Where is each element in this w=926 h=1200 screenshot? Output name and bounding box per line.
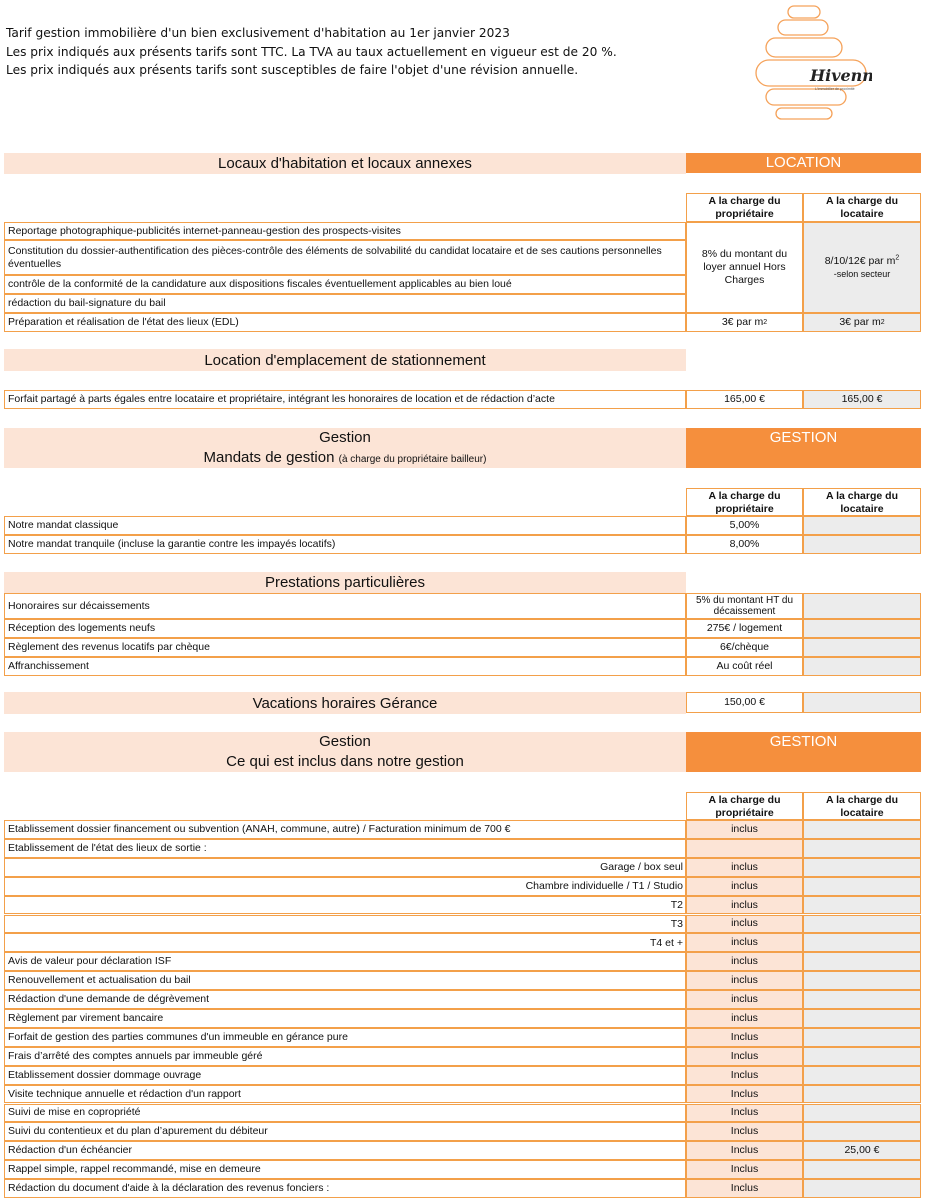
logo-tagline: L'immobilier de proximité [815, 87, 855, 91]
inclus-row-owner: Inclus [686, 1047, 803, 1066]
inclus-row-tenant [803, 1179, 921, 1198]
mandat-classique-label: Notre mandat classique [4, 516, 686, 535]
inclus-row-tenant [803, 1028, 921, 1047]
location-row-edl: Préparation et réalisation de l'état des lieux (EDL) [4, 313, 686, 332]
inclus-row-tenant [803, 1122, 921, 1141]
inclus-row-owner: inclus [686, 1009, 803, 1028]
prestation-decaissements-value: 5% du montant HT du décaissement [686, 593, 803, 619]
inclus-row-owner: Inclus [686, 1122, 803, 1141]
inclus-row-tenant [803, 1085, 921, 1104]
prestation-decaissements-label: Honoraires sur décaissements [4, 593, 686, 619]
inclus-row-tenant [803, 1066, 921, 1085]
inclus-row-label: Suivi de mise en copropriété [4, 1104, 686, 1123]
inclus-row-tenant [803, 990, 921, 1009]
inclus-owner-header: A la charge du propriétaire [686, 792, 803, 820]
location-section-title: Locaux d'habitation et locaux annexes [4, 153, 686, 174]
parking-section-title: Location d'emplacement de stationnement [4, 349, 686, 371]
inclus-row-label: Règlement par virement bancaire [4, 1009, 686, 1028]
inclus-row-tenant [803, 915, 921, 934]
inclus-row-owner [686, 839, 803, 858]
inclus-row-owner: inclus [686, 858, 803, 877]
inclus-tenant-header: A la charge du locataire [803, 792, 921, 820]
mandat-tranquile-value: 8,00% [686, 535, 803, 554]
prestation-affranchissement-tenant [803, 657, 921, 676]
parking-owner-fee: 165,00 € [686, 390, 803, 409]
inclus-row-owner: inclus [686, 896, 803, 915]
vacations-tenant [803, 692, 921, 713]
inclus-row-label: Suivi du contentieux et du plan d’apurement du débiteur [4, 1122, 686, 1141]
inclus-row-owner: Inclus [686, 1179, 803, 1198]
inclus-row-label: Rédaction d'une demande de dégrèvement [4, 990, 686, 1009]
logo-wordmark: Hivenn [810, 66, 872, 85]
prestation-reception-value: 275€ / logement [686, 619, 803, 638]
edl-tenant-fee: 3€ par m 2 [803, 313, 921, 332]
inclus-row-owner: Inclus [686, 1066, 803, 1085]
mandats-tenant-header: A la charge du locataire [803, 488, 921, 516]
inclus-row-label: Rédaction d'un échéancier [4, 1141, 686, 1160]
inclus-row-label: Etablissement dossier financement ou subvention (ANAH, commune, autre) / Facturation minimum de 700 € [4, 820, 686, 839]
header-line-1: Tarif gestion immobilière d'un bien exclusivement d'habitation au 1er janvier 2023 [6, 26, 510, 40]
mandats-owner-header: A la charge du propriétaire [686, 488, 803, 516]
inclus-row-owner: inclus [686, 933, 803, 952]
location-owner-fee: 8% du montant du loyer annuel Hors Charges [686, 222, 803, 313]
inclus-row-owner: Inclus [686, 1160, 803, 1179]
inclus-row-tenant [803, 1160, 921, 1179]
inclus-row-label: Renouvellement et actualisation du bail [4, 971, 686, 990]
prestation-decaissements-tenant [803, 593, 921, 619]
location-tenant-header: A la charge du locataire [803, 193, 921, 222]
inclus-row-label: Rédaction du document d'aide à la déclaration des revenus fonciers : [4, 1179, 686, 1198]
hivenn-logo [748, 2, 872, 124]
mandat-tranquile-tenant [803, 535, 921, 554]
vacations-title: Vacations horaires Gérance [4, 692, 686, 714]
inclus-row-label: Chambre individuelle / T1 / Studio [4, 877, 686, 896]
mandat-classique-value: 5,00% [686, 516, 803, 535]
location-tag: LOCATION [686, 153, 921, 173]
inclus-row-owner: inclus [686, 877, 803, 896]
inclus-row-owner: inclus [686, 915, 803, 934]
inclus-row-tenant [803, 971, 921, 990]
gestion-mandats-title: Gestion Mandats de gestion (à charge du propriétaire bailleur) [4, 428, 686, 468]
gestion-tag-1: GESTION [686, 428, 921, 468]
prestation-affranchissement-label: Affranchissement [4, 657, 686, 676]
prestation-cheque-tenant [803, 638, 921, 657]
inclus-row-owner: inclus [686, 952, 803, 971]
header-line-3: Les prix indiqués aux présents tarifs sont susceptibles de faire l'objet d'une révision annuelle. [6, 63, 579, 77]
inclus-row-owner: Inclus [686, 1085, 803, 1104]
location-tenant-fee: 8/10/12€ par $m^2$ -selon secteur [803, 222, 921, 313]
gestion-inclus-title: Gestion Ce qui est inclus dans notre gestion [4, 732, 686, 772]
location-row-reportage: Reportage photographique-publicités internet-panneau-gestion des prospects-visites [4, 222, 686, 240]
prestation-cheque-value: 6€/chèque [686, 638, 803, 657]
inclus-row-tenant [803, 933, 921, 952]
location-owner-header: A la charge du propriétaire [686, 193, 803, 222]
location-row-redaction-bail: rédaction du bail-signature du bail [4, 294, 686, 313]
inclus-row-owner: inclus [686, 820, 803, 839]
mandat-tranquile-label: Notre mandat tranquile (incluse la garantie contre les impayés locatifs) [4, 535, 686, 554]
document-header [6, 24, 617, 80]
gestion-tag-2: GESTION [686, 732, 921, 772]
inclus-row-label: T2 [4, 896, 686, 915]
inclus-row-label: Etablissement dossier dommage ouvrage [4, 1066, 686, 1085]
inclus-row-tenant [803, 1047, 921, 1066]
inclus-row-label: Garage / box seul [4, 858, 686, 877]
stacked-stones-logo-icon [748, 2, 872, 124]
inclus-row-label: Etablissement de l'état des lieux de sortie : [4, 839, 686, 858]
inclus-row-owner: inclus [686, 971, 803, 990]
inclus-row-owner: inclus [686, 990, 803, 1009]
inclus-row-tenant [803, 1104, 921, 1123]
prestations-section-title: Prestations particulières [4, 572, 686, 593]
location-row-constitution: Constitution du dossier-authentification des pièces-contrôle des éléments de solvabilité du candidat locataire et de ses cautions personnelles éventuelles [4, 240, 686, 275]
inclus-row-tenant: 25,00 € [803, 1141, 921, 1160]
parking-row-label: Forfait partagé à parts égales entre locataire et propriétaire, intégrant les honoraires de location et de rédaction d’acte [4, 390, 686, 409]
vacations-value: 150,00 € [686, 692, 803, 713]
prestation-reception-label: Réception des logements neufs [4, 619, 686, 638]
inclus-row-label: Forfait de gestion des parties communes d'un immeuble en gérance pure [4, 1028, 686, 1047]
inclus-row-tenant [803, 877, 921, 896]
inclus-row-label: Visite technique annuelle et rédaction d'un rapport [4, 1085, 686, 1104]
inclus-row-label: Rappel simple, rappel recommandé, mise en demeure [4, 1160, 686, 1179]
inclus-row-owner: Inclus [686, 1028, 803, 1047]
edl-owner-fee: 3€ par m 2 [686, 313, 803, 332]
header-line-2: Les prix indiqués aux présents tarifs sont TTC. La TVA au taux actuellement en vigueur est de 20 %. [6, 44, 617, 59]
prestation-affranchissement-value: Au coût réel [686, 657, 803, 676]
inclus-row-label: T3 [4, 915, 686, 934]
inclus-row-owner: Inclus [686, 1141, 803, 1160]
inclus-row-tenant [803, 1009, 921, 1028]
inclus-row-tenant [803, 896, 921, 915]
inclus-row-tenant [803, 820, 921, 839]
inclus-row-tenant [803, 952, 921, 971]
parking-tenant-fee: 165,00 € [803, 390, 921, 409]
location-row-conformite: contrôle de la conformité de la candidature aux dispositions fiscales éventuellement applicables au bien loué [4, 275, 686, 294]
inclus-row-owner: Inclus [686, 1104, 803, 1123]
inclus-row-label: Frais d’arrêté des comptes annuels par immeuble géré [4, 1047, 686, 1066]
inclus-row-label: Avis de valeur pour déclaration ISF [4, 952, 686, 971]
mandat-classique-tenant [803, 516, 921, 535]
inclus-row-label: T4 et + [4, 933, 686, 952]
prestation-reception-tenant [803, 619, 921, 638]
prestation-cheque-label: Règlement des revenus locatifs par chèque [4, 638, 686, 657]
inclus-row-tenant [803, 858, 921, 877]
inclus-row-tenant [803, 839, 921, 858]
